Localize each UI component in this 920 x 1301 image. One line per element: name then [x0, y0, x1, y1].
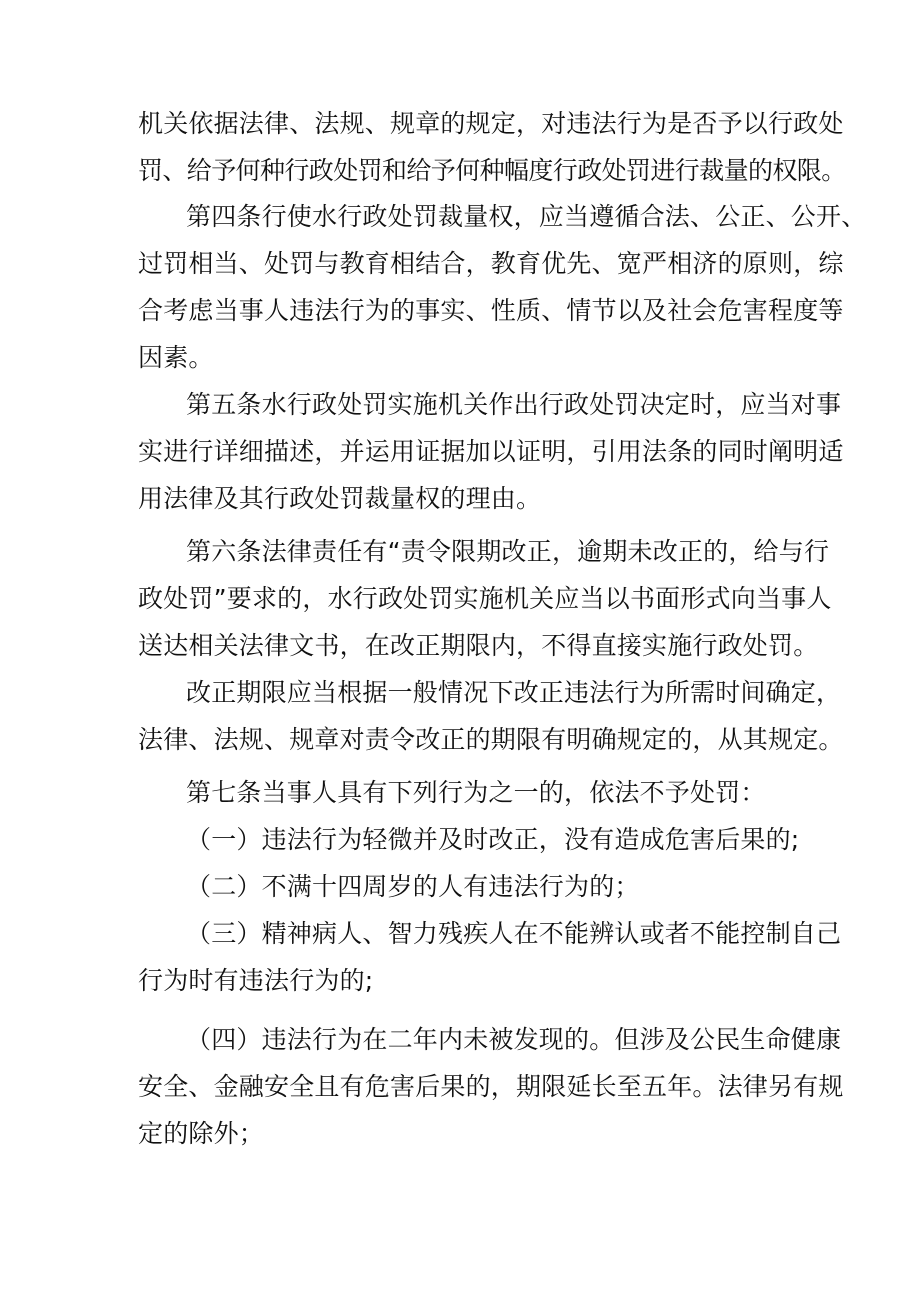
- list-item-4: （四）违法行为在二年内未被发现的。但涉及公民生命健康: [186, 1025, 842, 1054]
- article-5-paragraph: 第五条水行政处罚实施机关作出行政处罚决定时，应当对事: [186, 390, 842, 419]
- text-line: 安全、金融安全且有危害后果的，期限延长至五年。法律另有规: [138, 1072, 844, 1101]
- list-item-1: （一）违法行为轻微并及时改正，没有造成危害后果的;: [186, 825, 800, 854]
- text-line: 政处罚”要求的，水行政处罚实施机关应当以书面形式向当事人: [138, 584, 832, 613]
- text-line: 合考虑当事人违法行为的事实、性质、情节以及社会危害程度等: [138, 296, 844, 325]
- text-line: 实进行详细描述，并运用证据加以证明，引用法条的同时阐明适: [138, 437, 844, 466]
- text-line: 送达相关法律文书，在改正期限内，不得直接实施行政处罚。: [138, 631, 819, 660]
- text-line: 法律、法规、规章对责令改正的期限有明确规定的，从其规定。: [138, 725, 844, 754]
- text-line: 行为时有违法行为的;: [138, 966, 374, 995]
- list-item-3: （三）精神病人、智力残疾人在不能辨认或者不能控制自己: [186, 919, 842, 948]
- article-7-paragraph: 第七条当事人具有下列行为之一的，依法不予处罚：: [186, 778, 766, 807]
- article-4-paragraph: 第四条行使水行政处罚裁量权，应当遵循合法、公正、公开、: [186, 202, 867, 231]
- text-line: 用法律及其行政处罚裁量权的理由。: [138, 484, 542, 513]
- correction-period-paragraph: 改正期限应当根据一般情况下改正违法行为所需时间确定，: [186, 678, 842, 707]
- text-line: 过罚相当、处罚与教育相结合，教育优先、宽严相济的原则，综: [138, 249, 844, 278]
- text-line: 因素。: [138, 343, 214, 372]
- text-line: 机关依据法律、法规、规章的规定，对违法行为是否予以行政处: [138, 109, 844, 138]
- text-line: 罚、给予何种行政处罚和给予何种幅度行政处罚进行裁量的权限。: [138, 156, 846, 185]
- list-item-2: （二）不满十四周岁的人有违法行为的；: [186, 872, 640, 901]
- text-line: 定的除外；: [138, 1119, 265, 1148]
- article-6-paragraph: 第六条法律责任有“责令限期改正，逾期未改正的，给与行: [186, 537, 830, 566]
